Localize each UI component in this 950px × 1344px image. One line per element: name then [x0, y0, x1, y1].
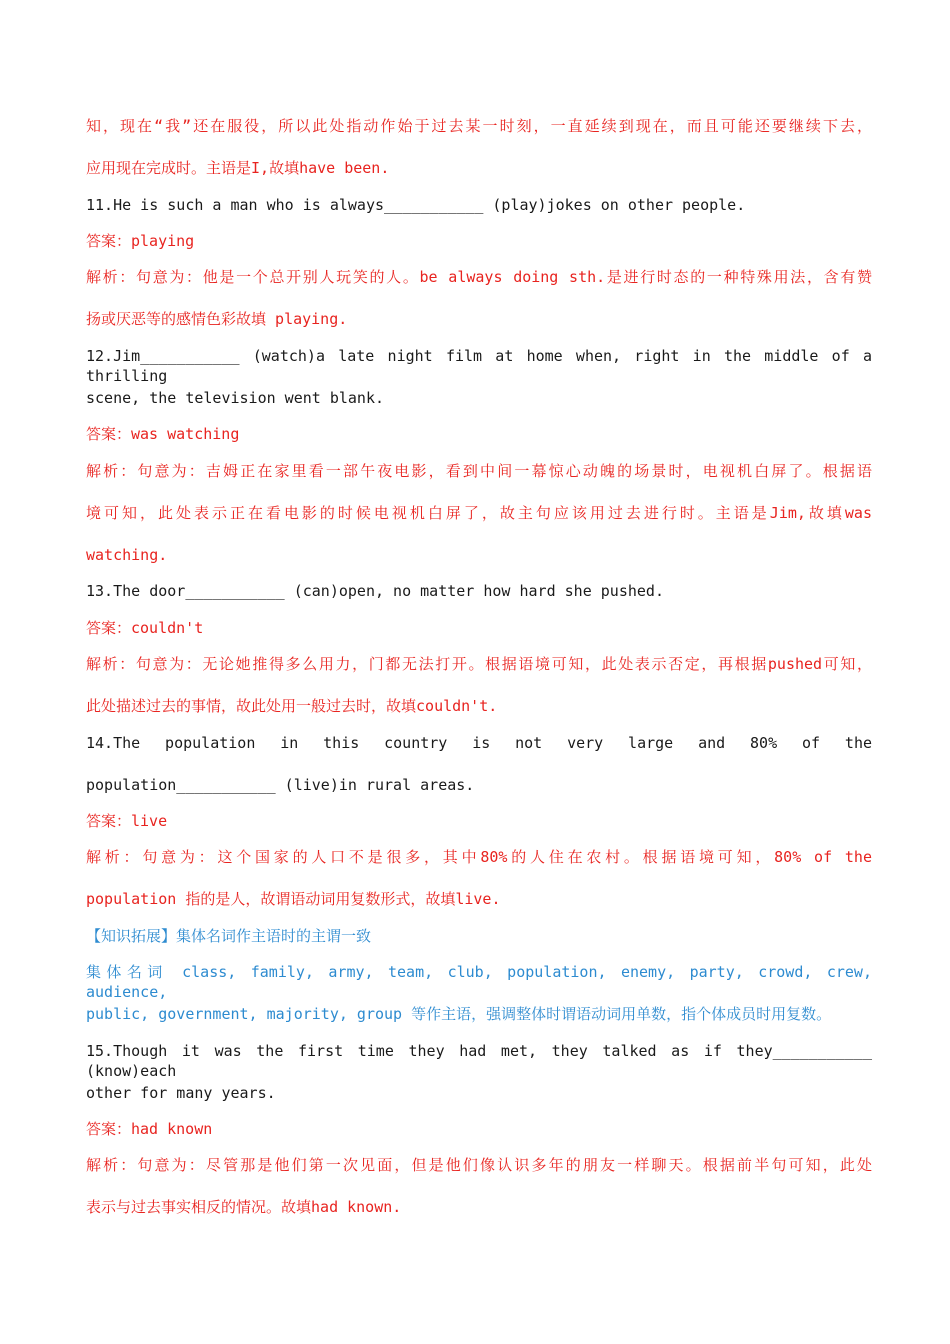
question-14-line-1: 14.The population in this country is not very large and 80% of the	[86, 734, 872, 752]
answer-13: 答案：couldn't	[86, 619, 204, 637]
explanation-12-line-1: 解析：句意为：吉姆正在家里看一部午夜电影，看到中间一幕惊心动魄的场景时，电视机白屏了。根据语	[86, 462, 872, 480]
explanation-10-line-1: 知，现在“我”还在服役，所以此处指动作始于过去某一时刻，一直延续到现在，而且可能还要继续下去，	[86, 117, 872, 135]
question-12-line-1: 12.Jim___________ (watch)a late night film at home when, right in the middle of a thrilling	[86, 347, 872, 385]
question-15-line-1: 15.Though it was the first time they had met, they talked as if they___________ (know)each	[86, 1042, 872, 1080]
explanation-15-line-2: 表示与过去事实相反的情况。故填had known.	[86, 1198, 402, 1216]
explanation-10-line-2: 应用现在完成时。主语是I,故填have been.	[86, 159, 390, 177]
explanation-13-line-2: 此处描述过去的事情，故此处用一般过去时，故填couldn't.	[86, 697, 498, 715]
answer-12: 答案：was watching	[86, 425, 240, 443]
knowledge-extension-line-1: 集体名词 class, family, army, team, club, population, enemy, party, crowd, crew, audience,	[86, 963, 872, 1001]
explanation-12-line-2: 境可知，此处表示正在看电影的时候电视机白屏了，故主句应该用过去进行时。主语是Jim,故填was	[86, 504, 872, 522]
question-13: 13.The door___________ (can)open, no matter how hard she pushed.	[86, 582, 664, 600]
explanation-11-line-1: 解析：句意为：他是一个总开别人玩笑的人。be always doing sth.是进行时态的一种特殊用法，含有赞	[86, 268, 872, 286]
question-15-line-2: other for many years.	[86, 1084, 276, 1102]
explanation-14-line-1: 解析：句意为：这个国家的人口不是很多，其中80%的人住在农村。根据语境可知，80% of the	[86, 848, 872, 866]
question-12-line-2: scene, the television went blank.	[86, 389, 385, 407]
knowledge-extension-line-2: public, government, majority, group 等作主语，强调整体时谓语动词用单数，指个体成员时用复数。	[86, 1005, 832, 1023]
explanation-13-line-1: 解析：句意为：无论她推得多么用力，门都无法打开。根据语境可知，此处表示否定，再根据pushed可知，	[86, 655, 872, 673]
answer-15: 答案：had known	[86, 1120, 213, 1138]
knowledge-extension-heading: 【知识拓展】集体名词作主语时的主谓一致	[86, 927, 372, 945]
explanation-14-line-2: population 指的是人，故谓语动词用复数形式，故填live.	[86, 890, 501, 908]
question-14-line-2: population___________ (live)in rural areas.	[86, 776, 475, 794]
explanation-12-line-3: watching.	[86, 546, 168, 564]
answer-14: 答案：live	[86, 812, 168, 830]
explanation-15-line-1: 解析：句意为：尽管那是他们第一次见面，但是他们像认识多年的朋友一样聊天。根据前半句可知，此处	[86, 1156, 872, 1174]
explanation-11-line-2: 扬或厌恶等的感情色彩故填 playing.	[86, 310, 348, 328]
question-11: 11.He is such a man who is always___________ (play)jokes on other people.	[86, 196, 746, 214]
answer-11: 答案：playing	[86, 232, 195, 250]
